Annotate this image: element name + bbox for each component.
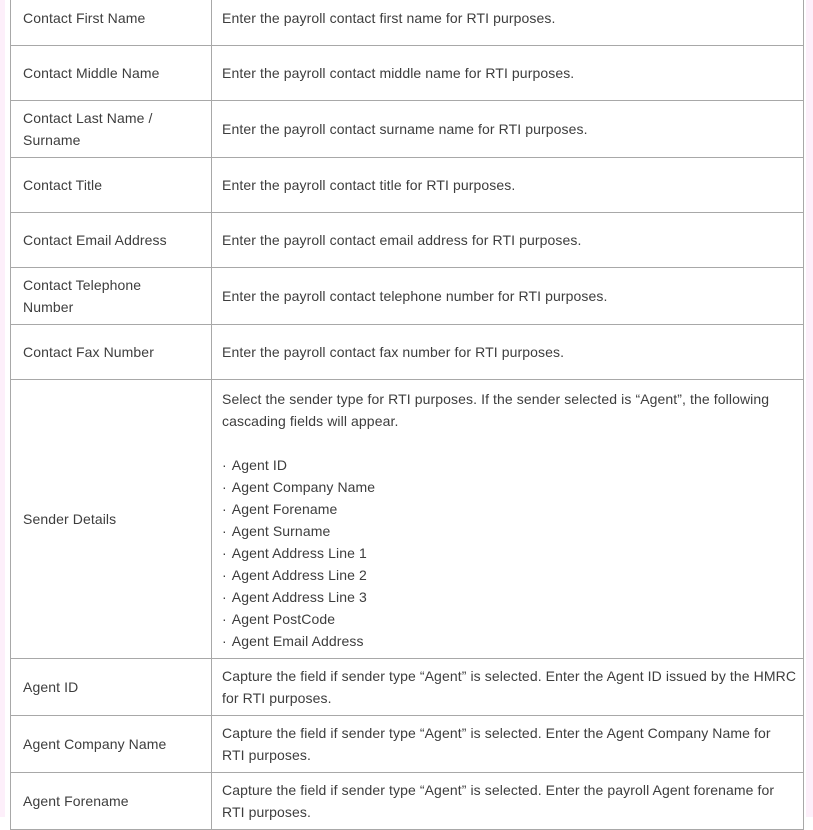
- cascading-field-item: [222, 498, 797, 520]
- field-name-cell: Contact Last Name / Surname: [11, 101, 212, 158]
- cascading-field-label: Agent Address Line 1: [232, 545, 367, 561]
- field-name-cell: Agent Company Name: [11, 716, 212, 773]
- field-description-cell: Enter the payroll contact telephone number for RTI purposes.: [212, 268, 804, 325]
- bullet-dot: ·: [222, 523, 227, 539]
- table-row: [11, 380, 804, 659]
- table-container: [10, 0, 804, 830]
- field-description-cell: Enter the payroll contact email address for RTI purposes.: [212, 213, 804, 268]
- page-edge-left: [0, 0, 5, 817]
- table-row: [11, 325, 804, 380]
- field-description-cell: Enter the payroll contact fax number for RTI purposes.: [212, 325, 804, 380]
- field-description-cell: Enter the payroll contact surname name for RTI purposes.: [212, 101, 804, 158]
- cascading-field-label: Agent Forename: [232, 501, 338, 517]
- bullet-dot: ·: [222, 479, 227, 495]
- table-row: [11, 268, 804, 325]
- sender-details-paragraph: Select the sender type for RTI purposes. If the sender selected is “Agent”, the following cascading fields will appear.: [222, 388, 797, 432]
- field-description-cell: [212, 380, 804, 659]
- cascading-field-label: Agent PostCode: [232, 611, 335, 627]
- cascading-field-label: Agent Email Address: [232, 633, 364, 649]
- field-name-cell: Contact Email Address: [11, 213, 212, 268]
- table-row: [11, 158, 804, 213]
- cascading-field-label: Agent Company Name: [232, 479, 375, 495]
- cascading-field-item: [222, 564, 797, 586]
- cascading-field-item: [222, 542, 797, 564]
- field-description-cell: Capture the field if sender type “Agent” is selected. Enter the payroll Agent forename for RTI purposes.: [212, 773, 804, 830]
- field-name-cell: Contact Title: [11, 158, 212, 213]
- cascading-field-item: [222, 454, 797, 476]
- cascading-field-item: [222, 630, 797, 652]
- field-description-cell: Capture the field if sender type “Agent” is selected. Enter the Agent ID issued by the HMRC for RTI purposes.: [212, 659, 804, 716]
- table-row: [11, 0, 804, 46]
- cascading-field-item: [222, 608, 797, 630]
- blank-line: [222, 432, 797, 454]
- cascading-field-label: Agent ID: [232, 457, 287, 473]
- field-name-cell: Agent Forename: [11, 773, 212, 830]
- field-description-cell: Capture the field if sender type “Agent” is selected. Enter the Agent Company Name for RTI purposes.: [212, 716, 804, 773]
- bullet-dot: ·: [222, 457, 227, 473]
- table-row: [11, 773, 804, 830]
- page-edge-right: [806, 0, 813, 817]
- field-name-cell: Agent ID: [11, 659, 212, 716]
- cascading-field-item: [222, 520, 797, 542]
- field-name-cell: Sender Details: [11, 380, 212, 659]
- field-description-table: [10, 0, 804, 830]
- table-row: [11, 101, 804, 158]
- cascading-field-item: [222, 586, 797, 608]
- bullet-dot: ·: [222, 545, 227, 561]
- table-row: [11, 716, 804, 773]
- field-name-cell: Contact Middle Name: [11, 46, 212, 101]
- field-description-cell: Enter the payroll contact middle name for RTI purposes.: [212, 46, 804, 101]
- field-description-cell: Enter the payroll contact title for RTI purposes.: [212, 158, 804, 213]
- field-name-cell: Contact Telephone Number: [11, 268, 212, 325]
- bullet-dot: ·: [222, 589, 227, 605]
- cascading-field-label: Agent Address Line 2: [232, 567, 367, 583]
- cascading-field-label: Agent Address Line 3: [232, 589, 367, 605]
- bullet-dot: ·: [222, 567, 227, 583]
- cascading-fields-list: [222, 454, 797, 652]
- cascading-field-label: Agent Surname: [232, 523, 331, 539]
- field-description-cell: Enter the payroll contact first name for RTI purposes.: [212, 0, 804, 46]
- bullet-dot: ·: [222, 501, 227, 517]
- table-row: [11, 46, 804, 101]
- bullet-dot: ·: [222, 611, 227, 627]
- field-name-cell: Contact Fax Number: [11, 325, 212, 380]
- cascading-field-item: [222, 476, 797, 498]
- field-name-cell: Contact First Name: [11, 0, 212, 46]
- bullet-dot: ·: [222, 633, 227, 649]
- table-row: [11, 213, 804, 268]
- table-row: [11, 659, 804, 716]
